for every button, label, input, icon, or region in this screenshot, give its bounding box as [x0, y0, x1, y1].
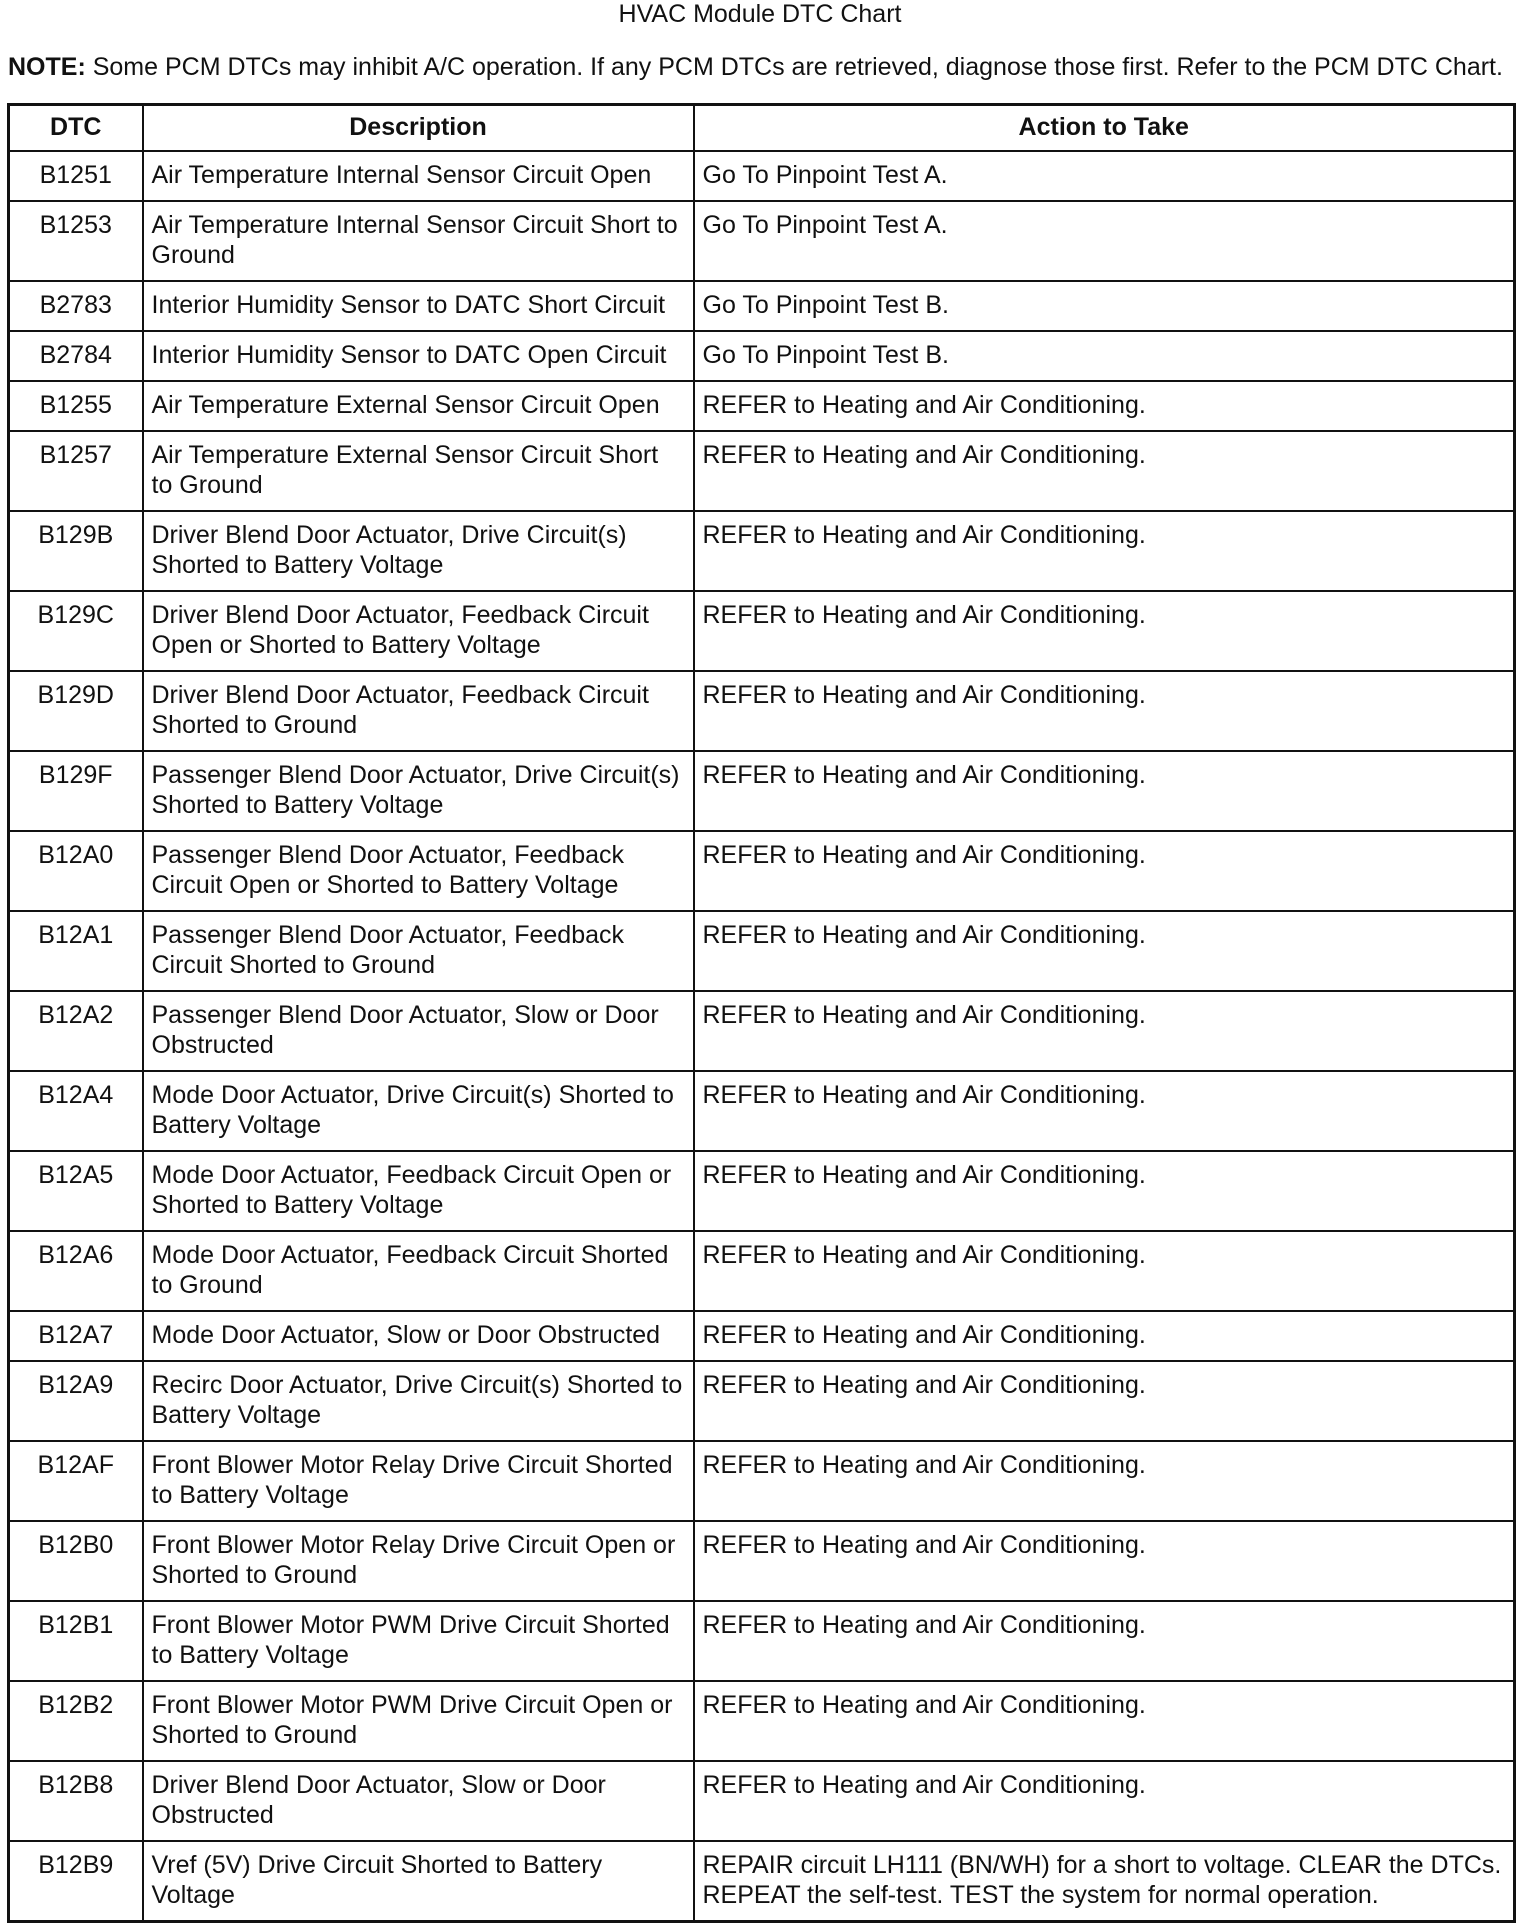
dtc-description: Front Blower Motor Relay Drive Circuit Open or Shorted to Ground — [143, 1521, 694, 1601]
dtc-description: Vref (5V) Drive Circuit Shorted to Battery Voltage — [143, 1841, 694, 1922]
dtc-code: B12A0 — [9, 831, 143, 911]
table-row — [9, 991, 1515, 1071]
dtc-action: REFER to Heating and Air Conditioning. — [694, 1151, 1515, 1231]
note — [0, 52, 1520, 82]
table-row — [9, 511, 1515, 591]
dtc-code: B129B — [9, 511, 143, 591]
table-row — [9, 591, 1515, 671]
dtc-action: REFER to Heating and Air Conditioning. — [694, 1521, 1515, 1601]
table-row — [9, 281, 1515, 331]
dtc-description: Driver Blend Door Actuator, Slow or Door Obstructed — [143, 1761, 694, 1841]
dtc-code: B1253 — [9, 201, 143, 281]
dtc-action: Go To Pinpoint Test B. — [694, 331, 1515, 381]
dtc-table — [7, 103, 1516, 1923]
dtc-action: REFER to Heating and Air Conditioning. — [694, 381, 1515, 431]
dtc-code: B129D — [9, 671, 143, 751]
table-row — [9, 1441, 1515, 1521]
dtc-action: REFER to Heating and Air Conditioning. — [694, 671, 1515, 751]
table-row — [9, 831, 1515, 911]
table-row — [9, 1521, 1515, 1601]
dtc-code: B129F — [9, 751, 143, 831]
dtc-action: REFER to Heating and Air Conditioning. — [694, 1071, 1515, 1151]
dtc-description: Passenger Blend Door Actuator, Feedback Circuit Shorted to Ground — [143, 911, 694, 991]
dtc-description: Passenger Blend Door Actuator, Feedback Circuit Open or Shorted to Battery Voltage — [143, 831, 694, 911]
dtc-description: Recirc Door Actuator, Drive Circuit(s) Shorted to Battery Voltage — [143, 1361, 694, 1441]
table-row — [9, 1311, 1515, 1361]
dtc-description: Passenger Blend Door Actuator, Slow or Door Obstructed — [143, 991, 694, 1071]
dtc-action: REFER to Heating and Air Conditioning. — [694, 1231, 1515, 1311]
dtc-action: REFER to Heating and Air Conditioning. — [694, 1761, 1515, 1841]
dtc-action: REFER to Heating and Air Conditioning. — [694, 991, 1515, 1071]
table-row — [9, 1361, 1515, 1441]
dtc-description: Air Temperature Internal Sensor Circuit Short to Ground — [143, 201, 694, 281]
dtc-description: Mode Door Actuator, Drive Circuit(s) Shorted to Battery Voltage — [143, 1071, 694, 1151]
table-row — [9, 1601, 1515, 1681]
dtc-description: Driver Blend Door Actuator, Drive Circuit(s) Shorted to Battery Voltage — [143, 511, 694, 591]
dtc-code: B12A7 — [9, 1311, 143, 1361]
dtc-description: Front Blower Motor PWM Drive Circuit Shorted to Battery Voltage — [143, 1601, 694, 1681]
dtc-description: Driver Blend Door Actuator, Feedback Circuit Shorted to Ground — [143, 671, 694, 751]
dtc-action: REFER to Heating and Air Conditioning. — [694, 1681, 1515, 1761]
table-row — [9, 911, 1515, 991]
dtc-code: B2783 — [9, 281, 143, 331]
dtc-code: B12B8 — [9, 1761, 143, 1841]
dtc-code: B12A1 — [9, 911, 143, 991]
page-title: HVAC Module DTC Chart — [618, 0, 902, 28]
dtc-description: Front Blower Motor Relay Drive Circuit Shorted to Battery Voltage — [143, 1441, 694, 1521]
header-action: Action to Take — [694, 105, 1515, 152]
note-label: NOTE: — [8, 53, 86, 81]
dtc-code: B12A4 — [9, 1071, 143, 1151]
dtc-code: B129C — [9, 591, 143, 671]
dtc-action: REFER to Heating and Air Conditioning. — [694, 591, 1515, 671]
table-row — [9, 151, 1515, 201]
table-row — [9, 1071, 1515, 1151]
dtc-action: REFER to Heating and Air Conditioning. — [694, 1311, 1515, 1361]
dtc-action: REFER to Heating and Air Conditioning. — [694, 431, 1515, 511]
table-row — [9, 671, 1515, 751]
dtc-description: Air Temperature External Sensor Circuit Open — [143, 381, 694, 431]
table-row — [9, 1681, 1515, 1761]
table-row — [9, 331, 1515, 381]
dtc-code: B12B2 — [9, 1681, 143, 1761]
dtc-description: Interior Humidity Sensor to DATC Short Circuit — [143, 281, 694, 331]
table-row — [9, 201, 1515, 281]
table-row — [9, 1151, 1515, 1231]
dtc-description: Mode Door Actuator, Feedback Circuit Open or Shorted to Battery Voltage — [143, 1151, 694, 1231]
dtc-code: B12B9 — [9, 1841, 143, 1922]
note-text: Some PCM DTCs may inhibit A/C operation. If any PCM DTCs are retrieved, diagnose those first. Refer to the PCM DTC Chart. — [85, 53, 1503, 81]
dtc-description: Mode Door Actuator, Slow or Door Obstructed — [143, 1311, 694, 1361]
header-description: Description — [143, 105, 694, 152]
dtc-code: B2784 — [9, 331, 143, 381]
dtc-code: B1251 — [9, 151, 143, 201]
dtc-code: B12A2 — [9, 991, 143, 1071]
dtc-action: Go To Pinpoint Test A. — [694, 151, 1515, 201]
table-row — [9, 381, 1515, 431]
dtc-action: Go To Pinpoint Test A. — [694, 201, 1515, 281]
dtc-description: Driver Blend Door Actuator, Feedback Circuit Open or Shorted to Battery Voltage — [143, 591, 694, 671]
dtc-code: B12A5 — [9, 1151, 143, 1231]
header-dtc: DTC — [9, 105, 143, 152]
dtc-action: REFER to Heating and Air Conditioning. — [694, 511, 1515, 591]
table-row — [9, 751, 1515, 831]
dtc-action: Go To Pinpoint Test B. — [694, 281, 1515, 331]
dtc-action: REFER to Heating and Air Conditioning. — [694, 1601, 1515, 1681]
dtc-description: Air Temperature Internal Sensor Circuit Open — [143, 151, 694, 201]
dtc-code: B12B1 — [9, 1601, 143, 1681]
dtc-action: REFER to Heating and Air Conditioning. — [694, 751, 1515, 831]
dtc-code: B12AF — [9, 1441, 143, 1521]
dtc-action: REFER to Heating and Air Conditioning. — [694, 911, 1515, 991]
dtc-action: REPAIR circuit LH111 (BN/WH) for a short to voltage. CLEAR the DTCs. REPEAT the self-test. TEST the system for normal operation. — [694, 1841, 1515, 1922]
dtc-action: REFER to Heating and Air Conditioning. — [694, 831, 1515, 911]
dtc-code: B1255 — [9, 381, 143, 431]
table-row — [9, 1761, 1515, 1841]
dtc-action: REFER to Heating and Air Conditioning. — [694, 1441, 1515, 1521]
dtc-code: B12A6 — [9, 1231, 143, 1311]
dtc-code: B12A9 — [9, 1361, 143, 1441]
dtc-action: REFER to Heating and Air Conditioning. — [694, 1361, 1515, 1441]
table-row — [9, 431, 1515, 511]
dtc-description: Air Temperature External Sensor Circuit Short to Ground — [143, 431, 694, 511]
dtc-description: Front Blower Motor PWM Drive Circuit Open or Shorted to Ground — [143, 1681, 694, 1761]
table-row — [9, 1231, 1515, 1311]
dtc-description: Passenger Blend Door Actuator, Drive Circuit(s) Shorted to Battery Voltage — [143, 751, 694, 831]
dtc-description: Interior Humidity Sensor to DATC Open Circuit — [143, 331, 694, 381]
dtc-description: Mode Door Actuator, Feedback Circuit Shorted to Ground — [143, 1231, 694, 1311]
dtc-code: B1257 — [9, 431, 143, 511]
dtc-code: B12B0 — [9, 1521, 143, 1601]
table-header-row — [9, 105, 1515, 152]
table-row — [9, 1841, 1515, 1922]
